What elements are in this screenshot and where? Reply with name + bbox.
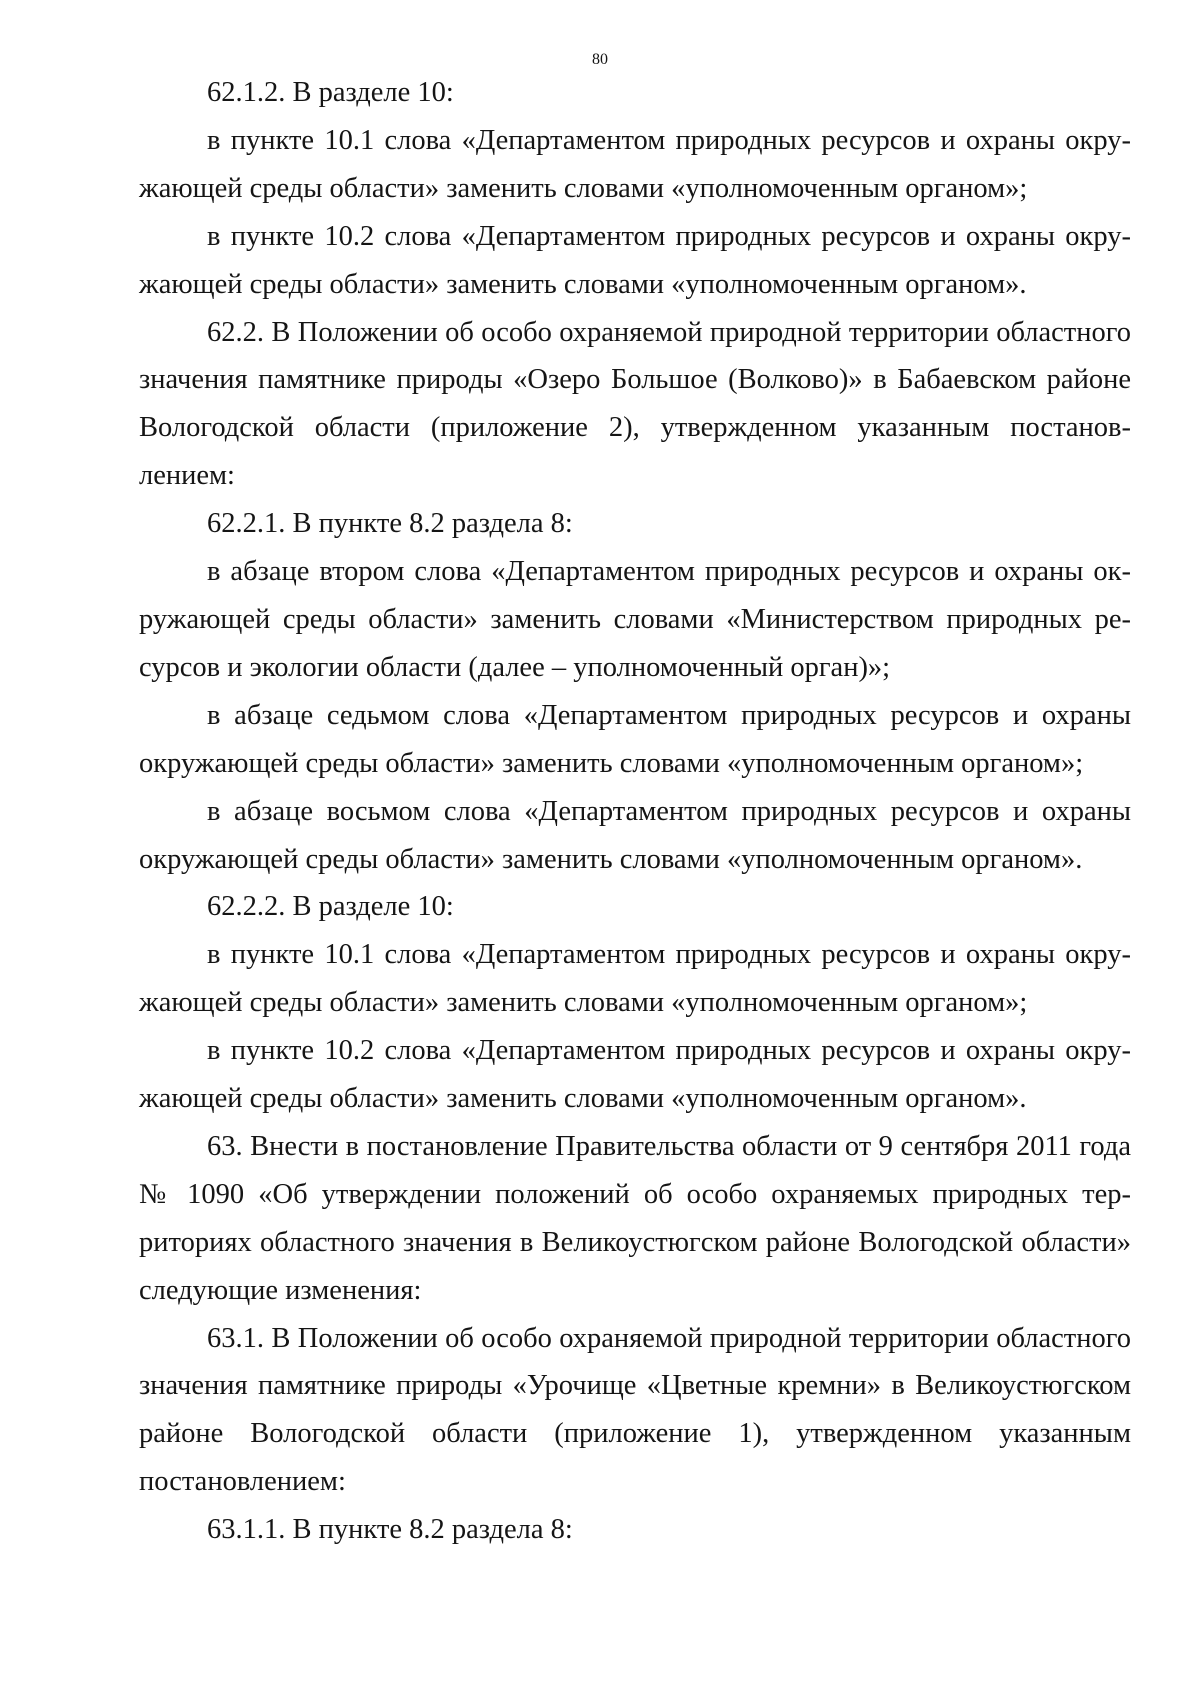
page-number: 80 xyxy=(592,51,608,68)
paragraph-62-1-2: 62.1.2. В разделе 10: xyxy=(207,77,454,108)
paragraph-62-2-1: 62.2.1. В пункте 8.2 раздела 8: xyxy=(207,508,573,540)
paragraph-abzac-sedmom: в абзаце седьмом слова «Департаментом природных ресурсов и охраны окружающей среды области» заменить словами «уполномоченным органом»; xyxy=(139,699,1131,779)
paragraph-item-10-1: в пункте 10.1 слова «Департаментом природных ресурсов и охраны окружающей среды области» заменить словами «уполномоченным органом»; xyxy=(139,124,1131,204)
paragraph-item-10-2-second: в пункте 10.2 слова «Департаментом природных ресурсов и охраны окружающей среды области» заменить словами «уполномоченным органом». xyxy=(139,1035,1131,1115)
paragraph-63-1: 63.1. В Положении об особо охраняемой природной территории областного значения памятнике природы «Урочище «Цветные кремни» в Великоустюгском районе Вологодской области (приложение 1), утвержденном указанным постановлением: xyxy=(139,1322,1131,1498)
paragraph-item-10-2: в пункте 10.2 слова «Департаментом природных ресурсов и охраны окружающей среды области» заменить словами «уполномоченным органом». xyxy=(139,220,1131,300)
paragraph-63-1-1: 63.1.1. В пункте 8.2 раздела 8: xyxy=(207,1514,573,1546)
paragraph-abzac-vtorom: в абзаце втором слова «Департаментом природных ресурсов и охраны окружающей среды области» заменить словами «Министерством природных ресурсов и экологии области (далее – уполномоченный орган)»; xyxy=(139,556,1131,683)
paragraph-abzac-vosmom: в абзаце восьмом слова «Департаментом природных ресурсов и охраны окружающей среды области» заменить словами «уполномоченным органом». xyxy=(139,795,1131,875)
paragraph-63: 63. Внести в постановление Правительства области от 9 сентября 2011 года № 1090 «Об утверждении положений об особо охраняемых природных территориях областного значения в Великоустюгском районе Вологодской области» следующие изменения: xyxy=(139,1130,1131,1306)
paragraph-62-2: 62.2. В Положении об особо охраняемой природной территории областного значения памятнике природы «Озеро Большое (Волково)» в Бабаевском районе Вологодской области (приложение 2), утвержденном указанным постановлением: xyxy=(139,316,1131,492)
paragraph-item-10-1-second: в пункте 10.1 слова «Департаментом природных ресурсов и охраны окружающей среды области» заменить словами «уполномоченным органом»; xyxy=(139,939,1131,1019)
document-body xyxy=(139,69,1131,1554)
paragraph-62-2-2: 62.2.2. В разделе 10: xyxy=(207,891,454,923)
